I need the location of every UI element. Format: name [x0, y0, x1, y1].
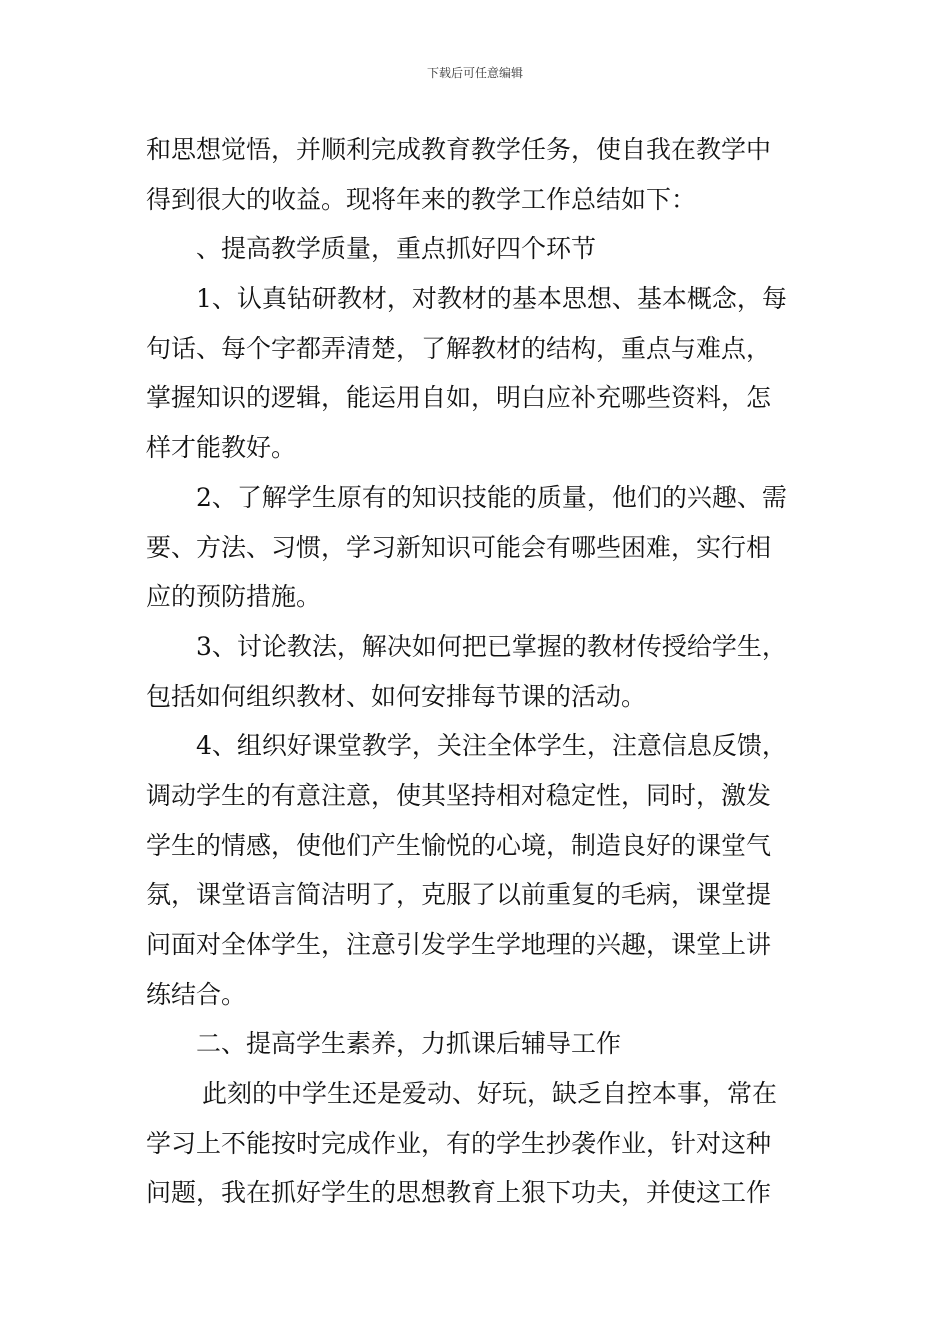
text-line: 掌握知识的逻辑，能运用自如，明白应补充哪些资料，怎: [146, 383, 772, 413]
text-line: 得到很大的收益。现将年来的教学工作总结如下：: [146, 184, 697, 214]
text-line: 4、组织好课堂教学，关注全体学生，注意信息反馈，: [196, 731, 787, 761]
text-line: 学生的情感，使他们产生愉悦的心境，制造良好的课堂气: [146, 830, 772, 860]
text-line: 3、讨论教法，解决如何把已掌握的教材传授给学生，: [196, 631, 787, 661]
document-body: [146, 125, 806, 1218]
text-line: 此刻的中学生还是爱动、好玩，缺乏自控本事，常在: [202, 1079, 778, 1109]
text-line: 氛，课堂语言简洁明了，克服了以前重复的毛病，课堂提: [146, 880, 772, 910]
text-line: 和思想觉悟，并顺利完成教育教学任务，使自我在教学中: [146, 135, 772, 164]
text-line: 问题，我在抓好学生的思想教育上狠下功夫，并使这工作: [146, 1178, 772, 1208]
text-line: 样才能教好。: [146, 433, 297, 463]
text-line: 练结合。: [146, 979, 247, 1009]
text-line: 2、了解学生原有的知识技能的质量，他们的兴趣、需: [196, 482, 787, 512]
text-line: 要、方法、习惯，学习新知识可能会有哪些困难，实行相: [146, 532, 772, 562]
section-heading: 、提高教学质量，重点抓好四个环节: [196, 234, 597, 264]
text-line: 应的预防措施。: [146, 582, 322, 612]
page-header: 下载后可任意编辑: [426, 66, 523, 80]
text-line: 句话、每个字都弄清楚，了解教材的结构，重点与难点，: [146, 333, 772, 363]
text-line: 1、认真钻研教材，对教材的基本思想、基本概念，每: [196, 284, 787, 314]
text-line: 学习上不能按时完成作业，有的学生抄袭作业，针对这种: [146, 1128, 772, 1158]
text-line: 调动学生的有意注意，使其坚持相对稳定性，同时，激发: [146, 780, 772, 810]
text-line: 问面对全体学生，注意引发学生学地理的兴趣，课堂上讲: [146, 930, 772, 959]
text-line: 包括如何组织教材、如何安排每节课的活动。: [146, 681, 647, 711]
section-heading: 二、提高学生素养，力抓课后辅导工作: [196, 1029, 622, 1059]
